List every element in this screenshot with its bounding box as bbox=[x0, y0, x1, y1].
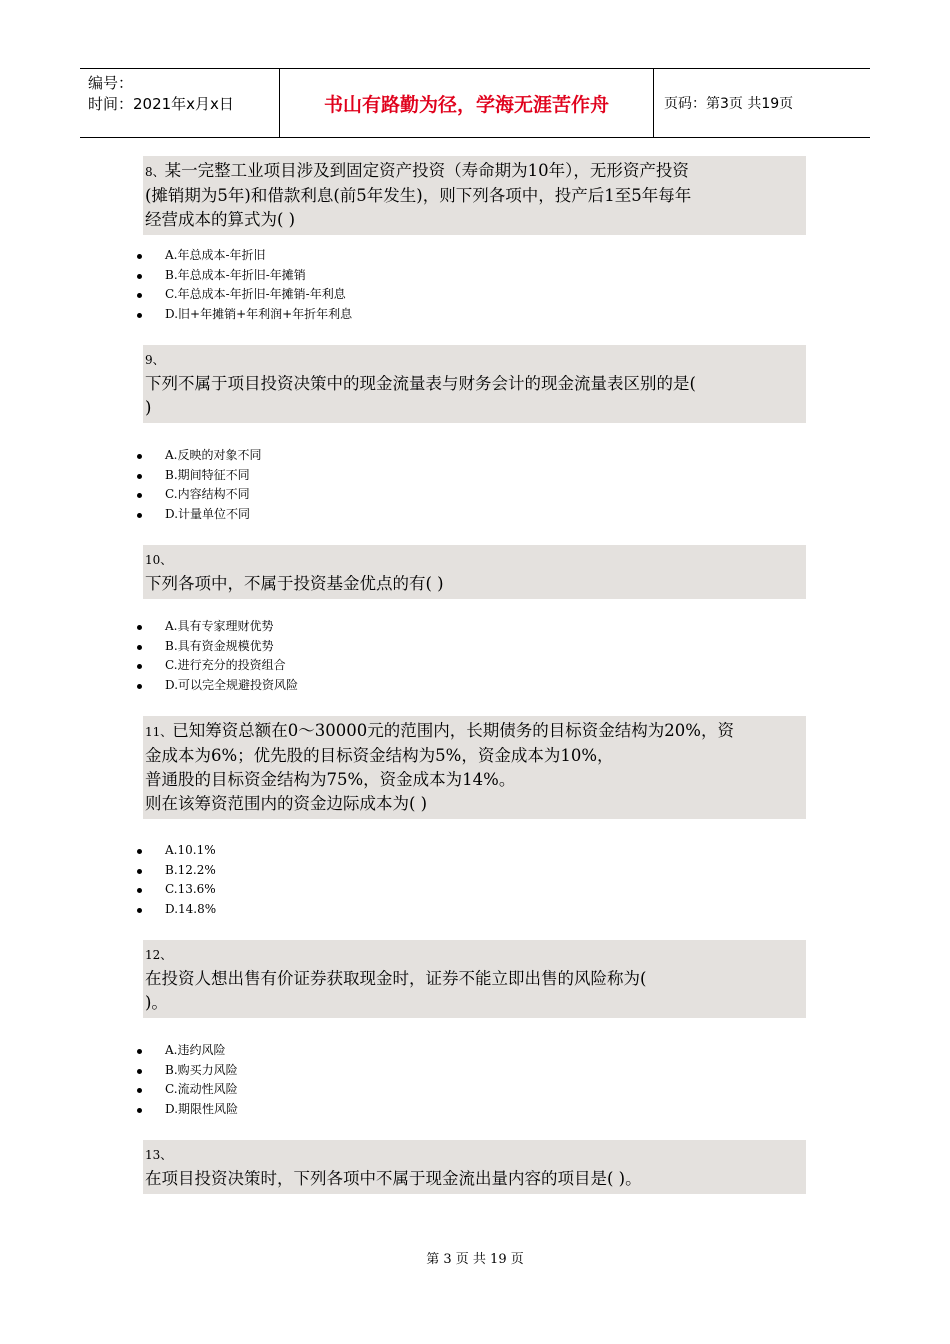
question-number: 11、 bbox=[145, 725, 173, 739]
header-motto: 书山有路勤为径，学海无涯苦作舟 bbox=[280, 69, 654, 137]
question-number: 8、 bbox=[145, 165, 165, 179]
option-item[interactable]: A.年总成本-年折旧 bbox=[133, 246, 352, 266]
option-item[interactable]: D.计量单位不同 bbox=[133, 505, 261, 525]
option-item[interactable]: B.购买力风险 bbox=[133, 1061, 238, 1081]
question-10 bbox=[143, 545, 806, 599]
question-text-line: 某一完整工业项目涉及到固定资产投资（寿命期为10年），无形资产投资 bbox=[164, 161, 689, 180]
question-text-line: 经营成本的算式为( ) bbox=[145, 210, 296, 229]
option-item[interactable]: B.12.2% bbox=[133, 861, 216, 881]
option-item[interactable]: B.年总成本-年折旧-年摊销 bbox=[133, 266, 352, 286]
question-number: 12、 bbox=[145, 948, 173, 962]
question-text-line: ) bbox=[145, 398, 152, 417]
options-list-9 bbox=[133, 446, 261, 524]
option-item[interactable]: B.具有资金规模优势 bbox=[133, 637, 298, 657]
question-11 bbox=[143, 716, 806, 819]
question-number: 10、 bbox=[145, 553, 173, 567]
option-item[interactable]: C.年总成本-年折旧-年摊销-年利息 bbox=[133, 285, 352, 305]
page-footer: 第 3 页 共 19 页 bbox=[426, 1252, 524, 1267]
time-label: 时间：2021年x月x日 bbox=[88, 95, 234, 113]
question-text-line: 在投资人想出售有价证券获取现金时，证券不能立即出售的风险称为( bbox=[145, 969, 647, 988]
bullet-icon bbox=[137, 474, 142, 479]
bullet-icon bbox=[137, 1049, 142, 1054]
bullet-icon bbox=[137, 625, 142, 630]
question-text-line: 下列不属于项目投资决策中的现金流量表与财务会计的现金流量表区别的是( bbox=[145, 374, 696, 393]
options-list-8 bbox=[133, 246, 352, 324]
bullet-icon bbox=[137, 274, 142, 279]
bullet-icon bbox=[137, 513, 142, 518]
option-item[interactable]: C.流动性风险 bbox=[133, 1080, 238, 1100]
bullet-icon bbox=[137, 1088, 142, 1093]
bullet-icon bbox=[137, 454, 142, 459]
bullet-icon bbox=[137, 313, 142, 318]
page-header bbox=[80, 68, 870, 138]
option-item[interactable]: A.反映的对象不同 bbox=[133, 446, 261, 466]
bullet-icon bbox=[137, 908, 142, 913]
option-item[interactable]: C.进行充分的投资组合 bbox=[133, 656, 298, 676]
option-item[interactable]: B.期间特征不同 bbox=[133, 466, 261, 486]
option-item[interactable]: D.期限性风险 bbox=[133, 1100, 238, 1120]
option-item[interactable]: C.内容结构不同 bbox=[133, 485, 261, 505]
question-text-line: 金成本为6%；优先股的目标资金结构为5%，资金成本为10%， bbox=[145, 746, 614, 765]
number-label: 编号： bbox=[88, 74, 134, 92]
question-text-line: )。 bbox=[145, 993, 168, 1012]
option-item[interactable]: C.13.6% bbox=[133, 880, 216, 900]
option-item[interactable]: A.违约风险 bbox=[133, 1041, 238, 1061]
options-list-10 bbox=[133, 617, 298, 695]
question-text-line: 已知筹资总额在0～30000元的范围内，长期债务的目标资金结构为20%，资 bbox=[172, 721, 734, 740]
options-list-12 bbox=[133, 1041, 238, 1119]
question-number: 13、 bbox=[145, 1148, 173, 1162]
bullet-icon bbox=[137, 1108, 142, 1113]
question-number: 9、 bbox=[145, 353, 165, 367]
header-meta bbox=[80, 69, 280, 137]
option-item[interactable]: A.具有专家理财优势 bbox=[133, 617, 298, 637]
option-item[interactable]: D.旧+年摊销+年利润+年折年利息 bbox=[133, 305, 352, 325]
question-8 bbox=[143, 156, 806, 235]
bullet-icon bbox=[137, 849, 142, 854]
question-9 bbox=[143, 345, 806, 423]
options-list-11 bbox=[133, 841, 216, 919]
option-item[interactable]: D.14.8% bbox=[133, 900, 216, 920]
bullet-icon bbox=[137, 493, 142, 498]
question-text-line: 普通股的目标资金结构为75%，资金成本为14%。 bbox=[145, 770, 516, 789]
bullet-icon bbox=[137, 293, 142, 298]
bullet-icon bbox=[137, 645, 142, 650]
bullet-icon bbox=[137, 664, 142, 669]
bullet-icon bbox=[137, 254, 142, 259]
bullet-icon bbox=[137, 1069, 142, 1074]
question-text-line: 在项目投资决策时，下列各项中不属于现金流出量内容的项目是( )。 bbox=[145, 1169, 642, 1188]
question-text-line: 下列各项中，不属于投资基金优点的有( ) bbox=[145, 574, 444, 593]
bullet-icon bbox=[137, 888, 142, 893]
bullet-icon bbox=[137, 684, 142, 689]
option-item[interactable]: D.可以完全规避投资风险 bbox=[133, 676, 298, 696]
question-13 bbox=[143, 1140, 806, 1194]
header-page-info: 页码：第3页 共19页 bbox=[664, 96, 794, 112]
bullet-icon bbox=[137, 869, 142, 874]
question-text-line: (摊销期为5年)和借款利息(前5年发生)，则下列各项中，投产后1至5年每年 bbox=[145, 186, 692, 205]
option-item[interactable]: A.10.1% bbox=[133, 841, 216, 861]
question-text-line: 则在该筹资范围内的资金边际成本为( ) bbox=[145, 794, 428, 813]
question-12 bbox=[143, 940, 806, 1018]
